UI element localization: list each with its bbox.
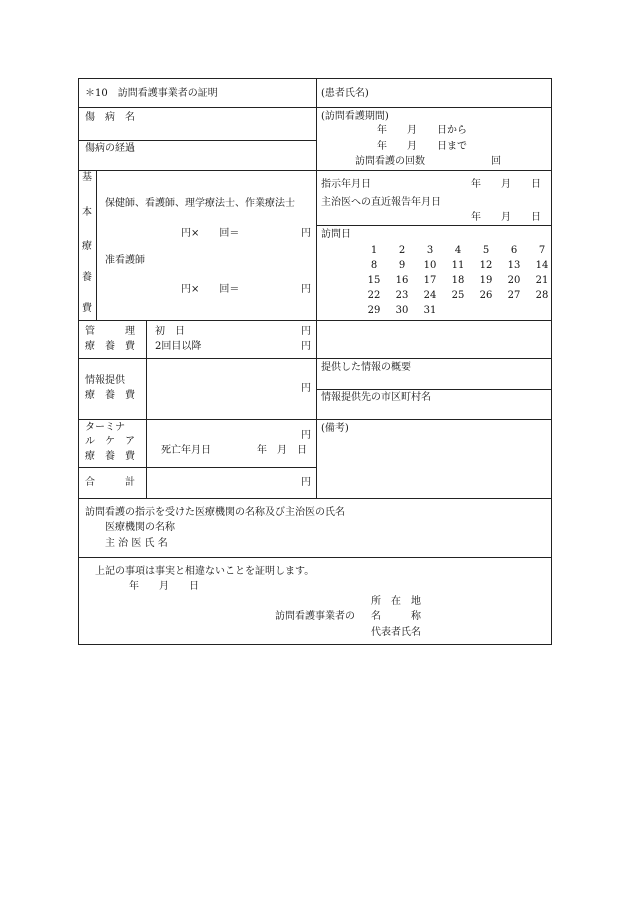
calendar-day: 11 bbox=[451, 260, 465, 271]
calendar-day: 29 bbox=[367, 305, 381, 316]
institution-name-label: 医療機関の名称 bbox=[105, 522, 175, 533]
calendar-day: 9 bbox=[398, 260, 406, 271]
basic-fee-side-label: 療 bbox=[82, 241, 92, 252]
calendar-day: 28 bbox=[535, 290, 549, 301]
divider bbox=[79, 557, 551, 558]
institution-heading: 訪問看護の指示を受けた医療機関の名称及び主治医の氏名 bbox=[85, 507, 345, 518]
management-unit: 円 bbox=[301, 326, 311, 337]
staff-unit: 円 bbox=[301, 228, 311, 239]
divider bbox=[79, 107, 551, 108]
management-first-day: 初 日 bbox=[155, 326, 185, 337]
period-label: (訪問看護期間) bbox=[321, 111, 389, 122]
assist-unit: 円 bbox=[301, 284, 311, 295]
provider-label: 訪問看護事業者の bbox=[275, 611, 355, 622]
visit-count-label: 訪問看護の回数 bbox=[355, 156, 425, 167]
total-label: 合 計 bbox=[85, 477, 135, 488]
certification-statement: 上記の事項は事実と相違ないことを証明します。 bbox=[95, 566, 315, 577]
assist-calc: 円× 回＝ bbox=[181, 284, 240, 295]
calendar-day: 30 bbox=[395, 305, 409, 316]
calendar-day: 20 bbox=[507, 275, 521, 286]
info-fee-label: 情報提供 bbox=[85, 375, 125, 386]
calendar-day: 4 bbox=[454, 245, 462, 256]
certification-form bbox=[78, 78, 552, 645]
form-title: ＊10 訪問看護事業者の証明 bbox=[85, 88, 218, 99]
patient-name-label: (患者氏名) bbox=[321, 88, 369, 99]
calendar-day: 21 bbox=[535, 275, 549, 286]
calendar-day: 27 bbox=[507, 290, 521, 301]
info-fee-unit: 円 bbox=[301, 383, 311, 394]
divider bbox=[316, 225, 551, 226]
calendar-day: 1 bbox=[370, 245, 378, 256]
calendar-day: 13 bbox=[507, 260, 521, 271]
calendar-day: 26 bbox=[479, 290, 493, 301]
management-second-day: 2回目以降 bbox=[155, 341, 202, 352]
calendar-day: 15 bbox=[367, 275, 381, 286]
report-date-fields: 年 月 日 bbox=[471, 212, 541, 223]
representative-name-label: 代表者氏名 bbox=[371, 627, 421, 638]
calendar-day: 19 bbox=[479, 275, 493, 286]
management-unit: 円 bbox=[301, 341, 311, 352]
divider bbox=[79, 320, 551, 321]
terminal-fee-label: 療 養 費 bbox=[85, 451, 135, 462]
staff-calc: 円× 回＝ bbox=[181, 228, 240, 239]
divider bbox=[316, 389, 551, 390]
divider bbox=[79, 498, 551, 499]
calendar-day: 14 bbox=[535, 260, 549, 271]
instruction-date-fields: 年 月 日 bbox=[471, 179, 541, 190]
assist-nurse-label: 准看護師 bbox=[105, 255, 145, 266]
provider-name-label: 名 称 bbox=[371, 611, 421, 622]
terminal-fee-label: ル ケ ア bbox=[85, 436, 135, 447]
staff-label: 保健師、看護師、理学療法士、作業療法士 bbox=[105, 198, 295, 209]
divider bbox=[79, 170, 551, 171]
management-label: 管 理 bbox=[85, 326, 135, 337]
info-summary-label: 提供した情報の概要 bbox=[321, 362, 411, 373]
calendar-day: 7 bbox=[538, 245, 546, 256]
divider bbox=[96, 170, 97, 320]
divider bbox=[79, 419, 551, 420]
visit-days-label: 訪問日 bbox=[321, 229, 351, 240]
calendar-day: 10 bbox=[423, 260, 437, 271]
provider-address-label: 所 在 地 bbox=[371, 596, 421, 607]
basic-fee-side-label: 養 bbox=[82, 272, 92, 283]
calendar-day: 6 bbox=[510, 245, 518, 256]
management-label: 療 養 費 bbox=[85, 341, 135, 352]
injury-course-label: 傷病の経過 bbox=[85, 143, 135, 154]
death-date-label: 死亡年月日 bbox=[161, 445, 211, 456]
remarks-label: (備考) bbox=[321, 423, 349, 434]
calendar-day: 22 bbox=[367, 290, 381, 301]
divider bbox=[79, 358, 551, 359]
death-date-fields: 年 月 日 bbox=[257, 445, 307, 456]
divider bbox=[316, 79, 317, 498]
calendar-day: 18 bbox=[451, 275, 465, 286]
calendar-day: 2 bbox=[398, 245, 406, 256]
calendar-day: 23 bbox=[395, 290, 409, 301]
terminal-fee-label: ターミナ bbox=[85, 422, 125, 433]
calendar-day: 17 bbox=[423, 275, 437, 286]
basic-fee-side-label: 本 bbox=[82, 207, 92, 218]
injury-name-label: 傷 病 名 bbox=[85, 112, 135, 123]
certification-date: 年 月 日 bbox=[129, 581, 199, 592]
total-unit: 円 bbox=[301, 477, 311, 488]
basic-fee-side-label: 基 bbox=[82, 172, 92, 183]
calendar-day: 3 bbox=[426, 245, 434, 256]
basic-fee-side-label: 費 bbox=[82, 303, 92, 314]
instruction-date-label: 指示年月日 bbox=[321, 179, 371, 190]
calendar-day: 31 bbox=[423, 305, 437, 316]
divider bbox=[146, 320, 147, 498]
info-municipality-label: 情報提供先の市区町村名 bbox=[321, 392, 431, 403]
calendar-day: 5 bbox=[482, 245, 490, 256]
divider bbox=[79, 140, 316, 141]
calendar-day: 25 bbox=[451, 290, 465, 301]
info-fee-label: 療 養 費 bbox=[85, 390, 135, 401]
terminal-fee-unit: 円 bbox=[301, 430, 311, 441]
visit-count-unit: 回 bbox=[491, 156, 501, 167]
doctor-name-label: 主 治 医 氏 名 bbox=[105, 538, 168, 549]
calendar-day: 24 bbox=[423, 290, 437, 301]
period-from: 年 月 日から bbox=[377, 125, 467, 136]
period-to: 年 月 日まで bbox=[377, 141, 467, 152]
calendar-day: 12 bbox=[479, 260, 493, 271]
report-date-label: 主治医への直近報告年月日 bbox=[321, 197, 441, 208]
divider bbox=[79, 467, 316, 468]
calendar-day: 16 bbox=[395, 275, 409, 286]
calendar-day: 8 bbox=[370, 260, 378, 271]
